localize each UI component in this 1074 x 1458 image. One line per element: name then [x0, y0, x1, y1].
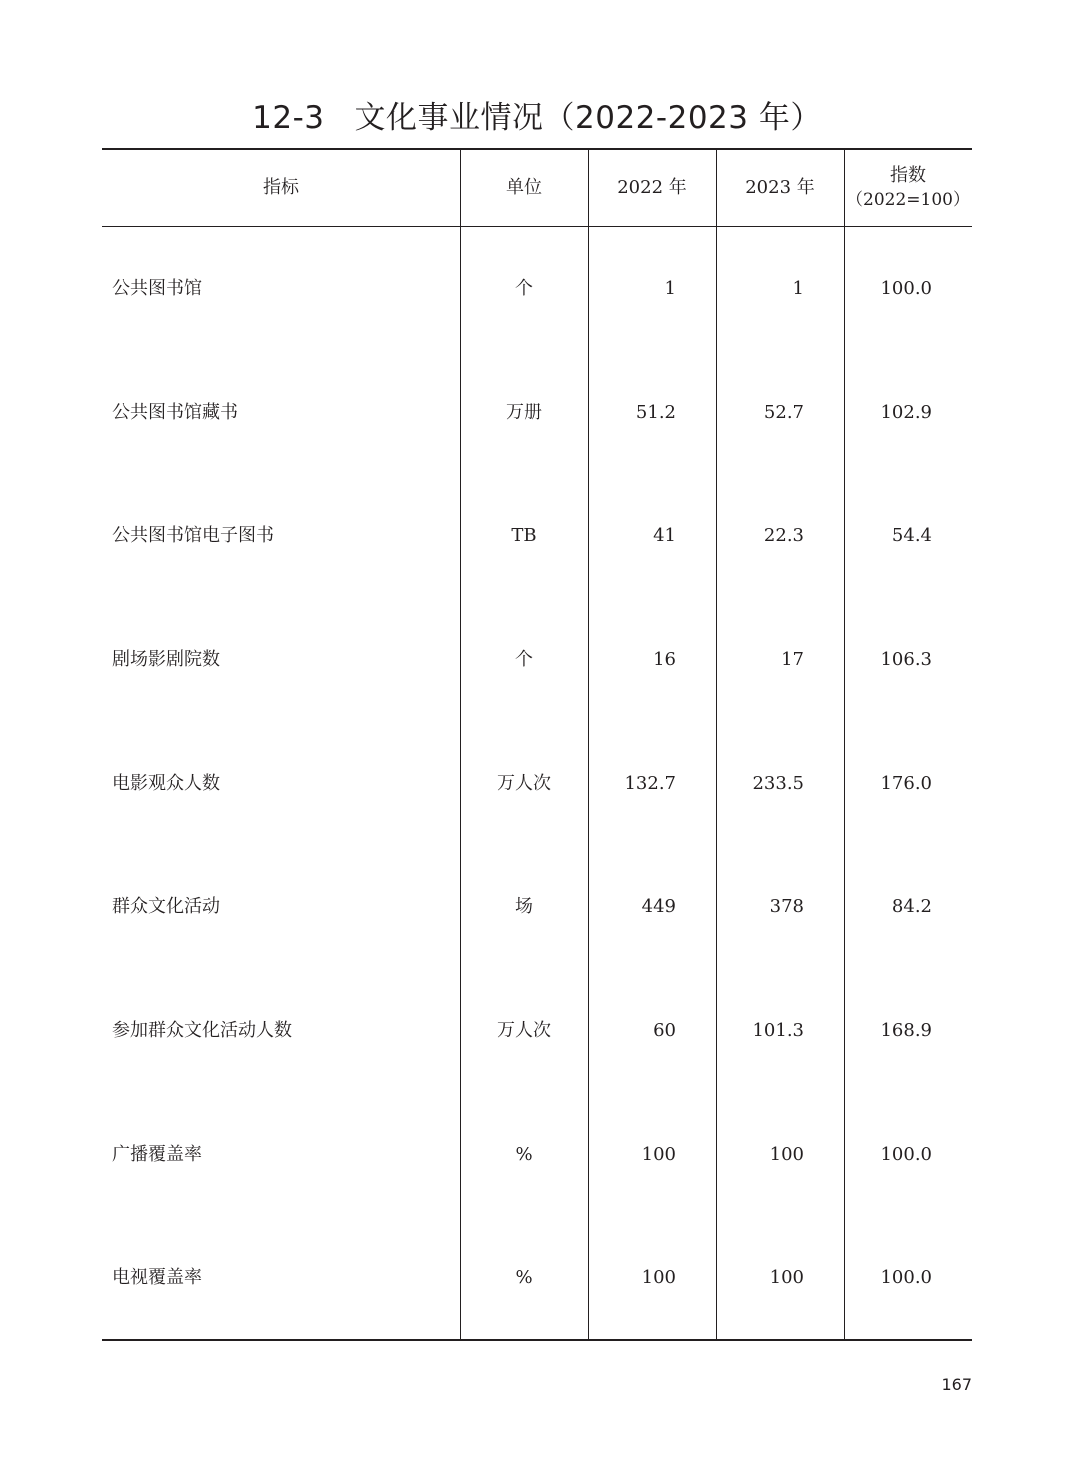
indicator-unit: % [515, 1144, 533, 1165]
indicator-name: 剧场影剧院数 [112, 649, 220, 670]
value-2023: 233.5 [752, 773, 804, 794]
indicator-unit: 个 [515, 278, 533, 299]
value-2022: 41 [653, 525, 676, 546]
value-2022: 449 [641, 896, 676, 917]
value-2022: 100 [641, 1267, 676, 1288]
value-index: 100.0 [880, 1267, 932, 1288]
value-2023: 378 [769, 896, 804, 917]
header-indicator [102, 150, 460, 226]
indicator-name: 电影观众人数 [112, 773, 220, 794]
indicator-unit: TB [511, 525, 537, 546]
header-2023-label: 2023 年 [745, 177, 815, 198]
indicator-name: 公共图书馆 [112, 278, 202, 299]
page-title [0, 96, 1074, 140]
value-2023: 1 [792, 278, 804, 299]
indicator-unit: 万册 [506, 402, 542, 423]
page-number: 167 [941, 1375, 972, 1394]
value-2023: 52.7 [763, 402, 804, 423]
value-index: 168.9 [880, 1020, 932, 1041]
value-2022: 60 [653, 1020, 676, 1041]
table-row [102, 516, 972, 556]
value-2023: 101.3 [752, 1020, 804, 1041]
value-2022: 100 [641, 1144, 676, 1165]
table-row [102, 393, 972, 433]
indicator-name: 群众文化活动 [112, 896, 220, 917]
indicator-name: 参加群众文化活动人数 [112, 1020, 292, 1041]
value-index: 176.0 [880, 773, 932, 794]
table-row [102, 1258, 972, 1298]
indicator-unit: 场 [515, 896, 533, 917]
value-2023: 22.3 [763, 525, 804, 546]
table-number: 12-3 [252, 100, 325, 136]
table-row [102, 764, 972, 804]
table-row [102, 1011, 972, 1051]
header-index [844, 150, 972, 226]
value-index: 84.2 [891, 896, 932, 917]
header-index-base: （2022=100） [846, 190, 970, 210]
value-2022: 132.7 [624, 773, 676, 794]
indicator-name: 公共图书馆藏书 [112, 402, 238, 423]
header-2022-label: 2022 年 [617, 177, 687, 198]
table-header-rule [102, 226, 972, 227]
header-indicator-label: 指标 [263, 177, 299, 198]
indicator-name: 广播覆盖率 [112, 1144, 202, 1165]
table-title: 文化事业情况（2022-2023 年） [354, 100, 822, 136]
indicator-unit: 万人次 [497, 1020, 551, 1041]
value-index: 54.4 [891, 525, 932, 546]
header-index-label: 指数 [890, 165, 926, 186]
indicator-name: 电视覆盖率 [112, 1267, 202, 1288]
value-2023: 100 [769, 1144, 804, 1165]
header-unit [460, 150, 588, 226]
value-index: 100.0 [880, 1144, 932, 1165]
value-2022: 51.2 [635, 402, 676, 423]
header-2023 [716, 150, 844, 226]
header-unit-label: 单位 [506, 177, 542, 198]
table-row [102, 269, 972, 309]
value-2022: 1 [664, 278, 676, 299]
indicator-name: 公共图书馆电子图书 [112, 525, 274, 546]
value-index: 100.0 [880, 278, 932, 299]
value-index: 106.3 [880, 649, 932, 670]
value-2022: 16 [653, 649, 676, 670]
header-2022 [588, 150, 716, 226]
table-row [102, 640, 972, 680]
value-2023: 17 [781, 649, 804, 670]
value-index: 102.9 [880, 402, 932, 423]
indicator-unit: % [515, 1267, 533, 1288]
indicator-unit: 万人次 [497, 773, 551, 794]
table-bottom-rule [102, 1339, 972, 1341]
table-row [102, 1135, 972, 1175]
table-row [102, 887, 972, 927]
value-2023: 100 [769, 1267, 804, 1288]
indicator-unit: 个 [515, 649, 533, 670]
